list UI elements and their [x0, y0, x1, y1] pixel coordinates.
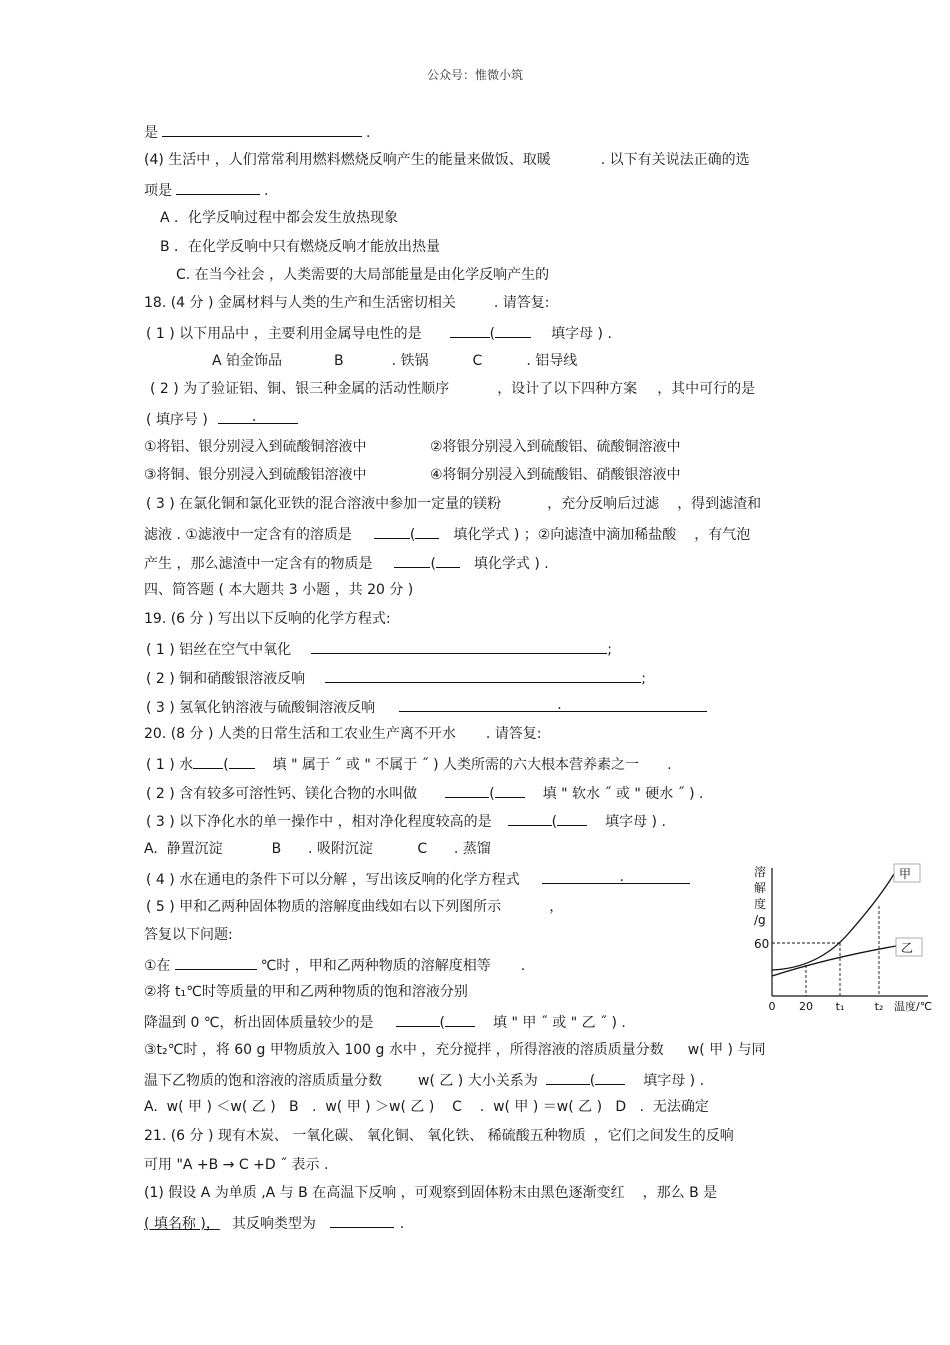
text-line: ( 2 ) 为了验证铝、铜、银三种金属的活动性顺序 ，设计了以下四种方案 ，其中可行的是 [150, 381, 756, 397]
text-line: ( 3 ) 氢氧化钠溶液与硫酸铜溶液反响 . [146, 697, 707, 717]
text-line: ( 填名称 )， 其反响类型为 . [144, 1213, 404, 1233]
text-line: ( 5 ) 甲和乙两种固体物质的溶解度曲线如右以下列图所示 ， [146, 899, 564, 915]
text-line: ( 4 ) 水在通电的条件下可以分解 ，写出该反响的化学方程式 . [146, 869, 690, 889]
text-line: A. w( 甲 ) ＜w( 乙 ) B . w( 甲 ) ＞w( 乙 ) C . w( 甲 ) ＝w( 乙 ) D . 无法确定 [144, 1099, 709, 1115]
y-axis-label-1: 溶 [754, 865, 767, 879]
option-c: C. 在当今社会 ，人类需要的大局部能量是由化学反响产生的 [176, 267, 550, 283]
series-jia-curve [772, 874, 894, 970]
text-line: A 铂金饰品 B . 铁锅 C . 铝导线 [212, 353, 578, 369]
text-line: 项是 . [144, 180, 268, 200]
text-line: ①在 ℃时 ，甲和乙两种物质的溶解度相等 . [144, 955, 525, 975]
y-axis-label-4: /g [754, 913, 766, 927]
text-line: ( 2 ) 铜和硝酸银溶液反响 ; [146, 668, 646, 688]
page-header: 公众号：惟微小筑 [426, 68, 523, 82]
text-line: ②将 t₁℃时等质量的甲和乙两种物质的饱和溶液分别 [144, 984, 468, 1000]
text-line: ③t₂℃时 ，将 60 g 甲物质放入 100 g 水中 ，充分搅拌 ，所得溶液的溶质质量分数 w( 甲 ) 与同 [144, 1042, 766, 1058]
text-line: 降温到 0 ℃，析出固体质量较少的是 ( 填 " 甲 ˝ 或 " 乙 ˝ ) . [144, 1012, 626, 1032]
text-line: 温下乙物质的饱和溶液的溶质质量分数 w( 乙 ) 大小关系为 ( 填字母 ) . [144, 1070, 704, 1090]
y-axis-label-3: 度 [754, 897, 767, 911]
text-line: ( 3 ) 在氯化铜和氯化亚铁的混合溶液中参加一定量的镁粉 ，充分反响后过滤 ，得到滤渣和 [146, 496, 762, 512]
text-line: ( 3 ) 以下净化水的单一操作中 ，相对净化程度较高的是 ( 填字母 ) . [146, 811, 666, 831]
option-a: A ．化学反响过程中都会发生放热现象 [160, 210, 399, 226]
x-tick-t2: t₂ [874, 1000, 884, 1013]
text-line: 滤液 . ①滤液中一定含有的溶质是 ( 填化学式 ) ；②向滤渣中滴加稀盐酸 ，有气泡 [144, 524, 750, 544]
text-line: ( 1 ) 水 ( 填 " 属于 ˝ 或 " 不属于 ˝ ) 人类所需的六大根本营养素之一 . [146, 754, 672, 774]
section-heading: 四、简答题 ( 本大题共 3 小题 ，共 20 分 ) [144, 582, 414, 598]
text-line: ( 填序号 ) . [146, 409, 298, 429]
text-line: ( 1 ) 以下用品中 ，主要利用金属导电性的是 ( 填字母 ) . [146, 323, 612, 343]
x-axis-label: 温度/℃ [894, 1000, 933, 1013]
option-b: B ．在化学反响中只有燃烧反响才能放出热量 [160, 239, 441, 255]
text-line: 产生 ，那么滤渣中一定含有的物质是 ( 填化学式 ) . [144, 553, 549, 573]
text-line: 可用 "A +B → C +D ˝ 表示 . [144, 1157, 329, 1173]
question-21: 21. (6 分 ) 现有木炭、 一氧化碳、 氧化铜、 氧化铁、 稀硫酸五种物质 ，它们之间发生的反响 [144, 1128, 734, 1144]
y-tick-60: 60 [754, 937, 770, 951]
question-20: 20. (8 分 ) 人类的日常生活和工农业生产离不开水 . 请答复: [144, 726, 542, 742]
question-18: 18. (4 分 ) 金属材料与人类的生产和生活密切相关 . 请答复: [144, 295, 550, 311]
legend-jia: 甲 [899, 867, 912, 881]
solubility-chart [748, 858, 940, 1018]
text-line: 答复以下问题: [144, 927, 233, 943]
text-line: 是 . [144, 122, 370, 142]
scheme-2: ②将银分别浸入到硫酸铝、硫酸铜溶液中 [430, 439, 681, 455]
text-line: ( 1 ) 铝丝在空气中氧化 ; [146, 639, 612, 659]
scheme-4: ④将铜分别浸入到硫酸铝、硝酸银溶液中 [430, 467, 681, 483]
text-line: (1) 假设 A 为单质 ,A 与 B 在高温下反响 ，可观察到固体粉末由黑色逐渐变红 ，那么 B 是 [144, 1185, 718, 1201]
scheme-1: ①将铝、银分别浸入到硫酸铜溶液中 [144, 439, 367, 455]
y-axis-label-2: 解 [754, 881, 767, 895]
x-tick-t1: t₁ [835, 1000, 845, 1013]
x-tick-0: 0 [768, 1000, 776, 1013]
scheme-3: ③将铜、银分别浸入到硫酸铝溶液中 [144, 467, 367, 483]
text-line: ( 2 ) 含有较多可溶性钙、镁化合物的水叫做 ( 填 " 软水 ˝ 或 " 硬水 ˝ ) . [146, 783, 704, 803]
legend-yi: 乙 [901, 941, 914, 955]
text-line: A. 静置沉淀 B . 吸附沉淀 C . 蒸馏 [144, 841, 491, 857]
question-4: (4) 生活中 ，人们常常利用燃料燃烧反响产生的能量来做饭、取暖 . 以下有关说法正确的选 [144, 152, 750, 168]
series-yi-curve [772, 946, 896, 976]
x-tick-20: 20 [799, 1000, 813, 1013]
question-19: 19. (6 分 ) 写出以下反响的化学方程式: [144, 611, 391, 627]
